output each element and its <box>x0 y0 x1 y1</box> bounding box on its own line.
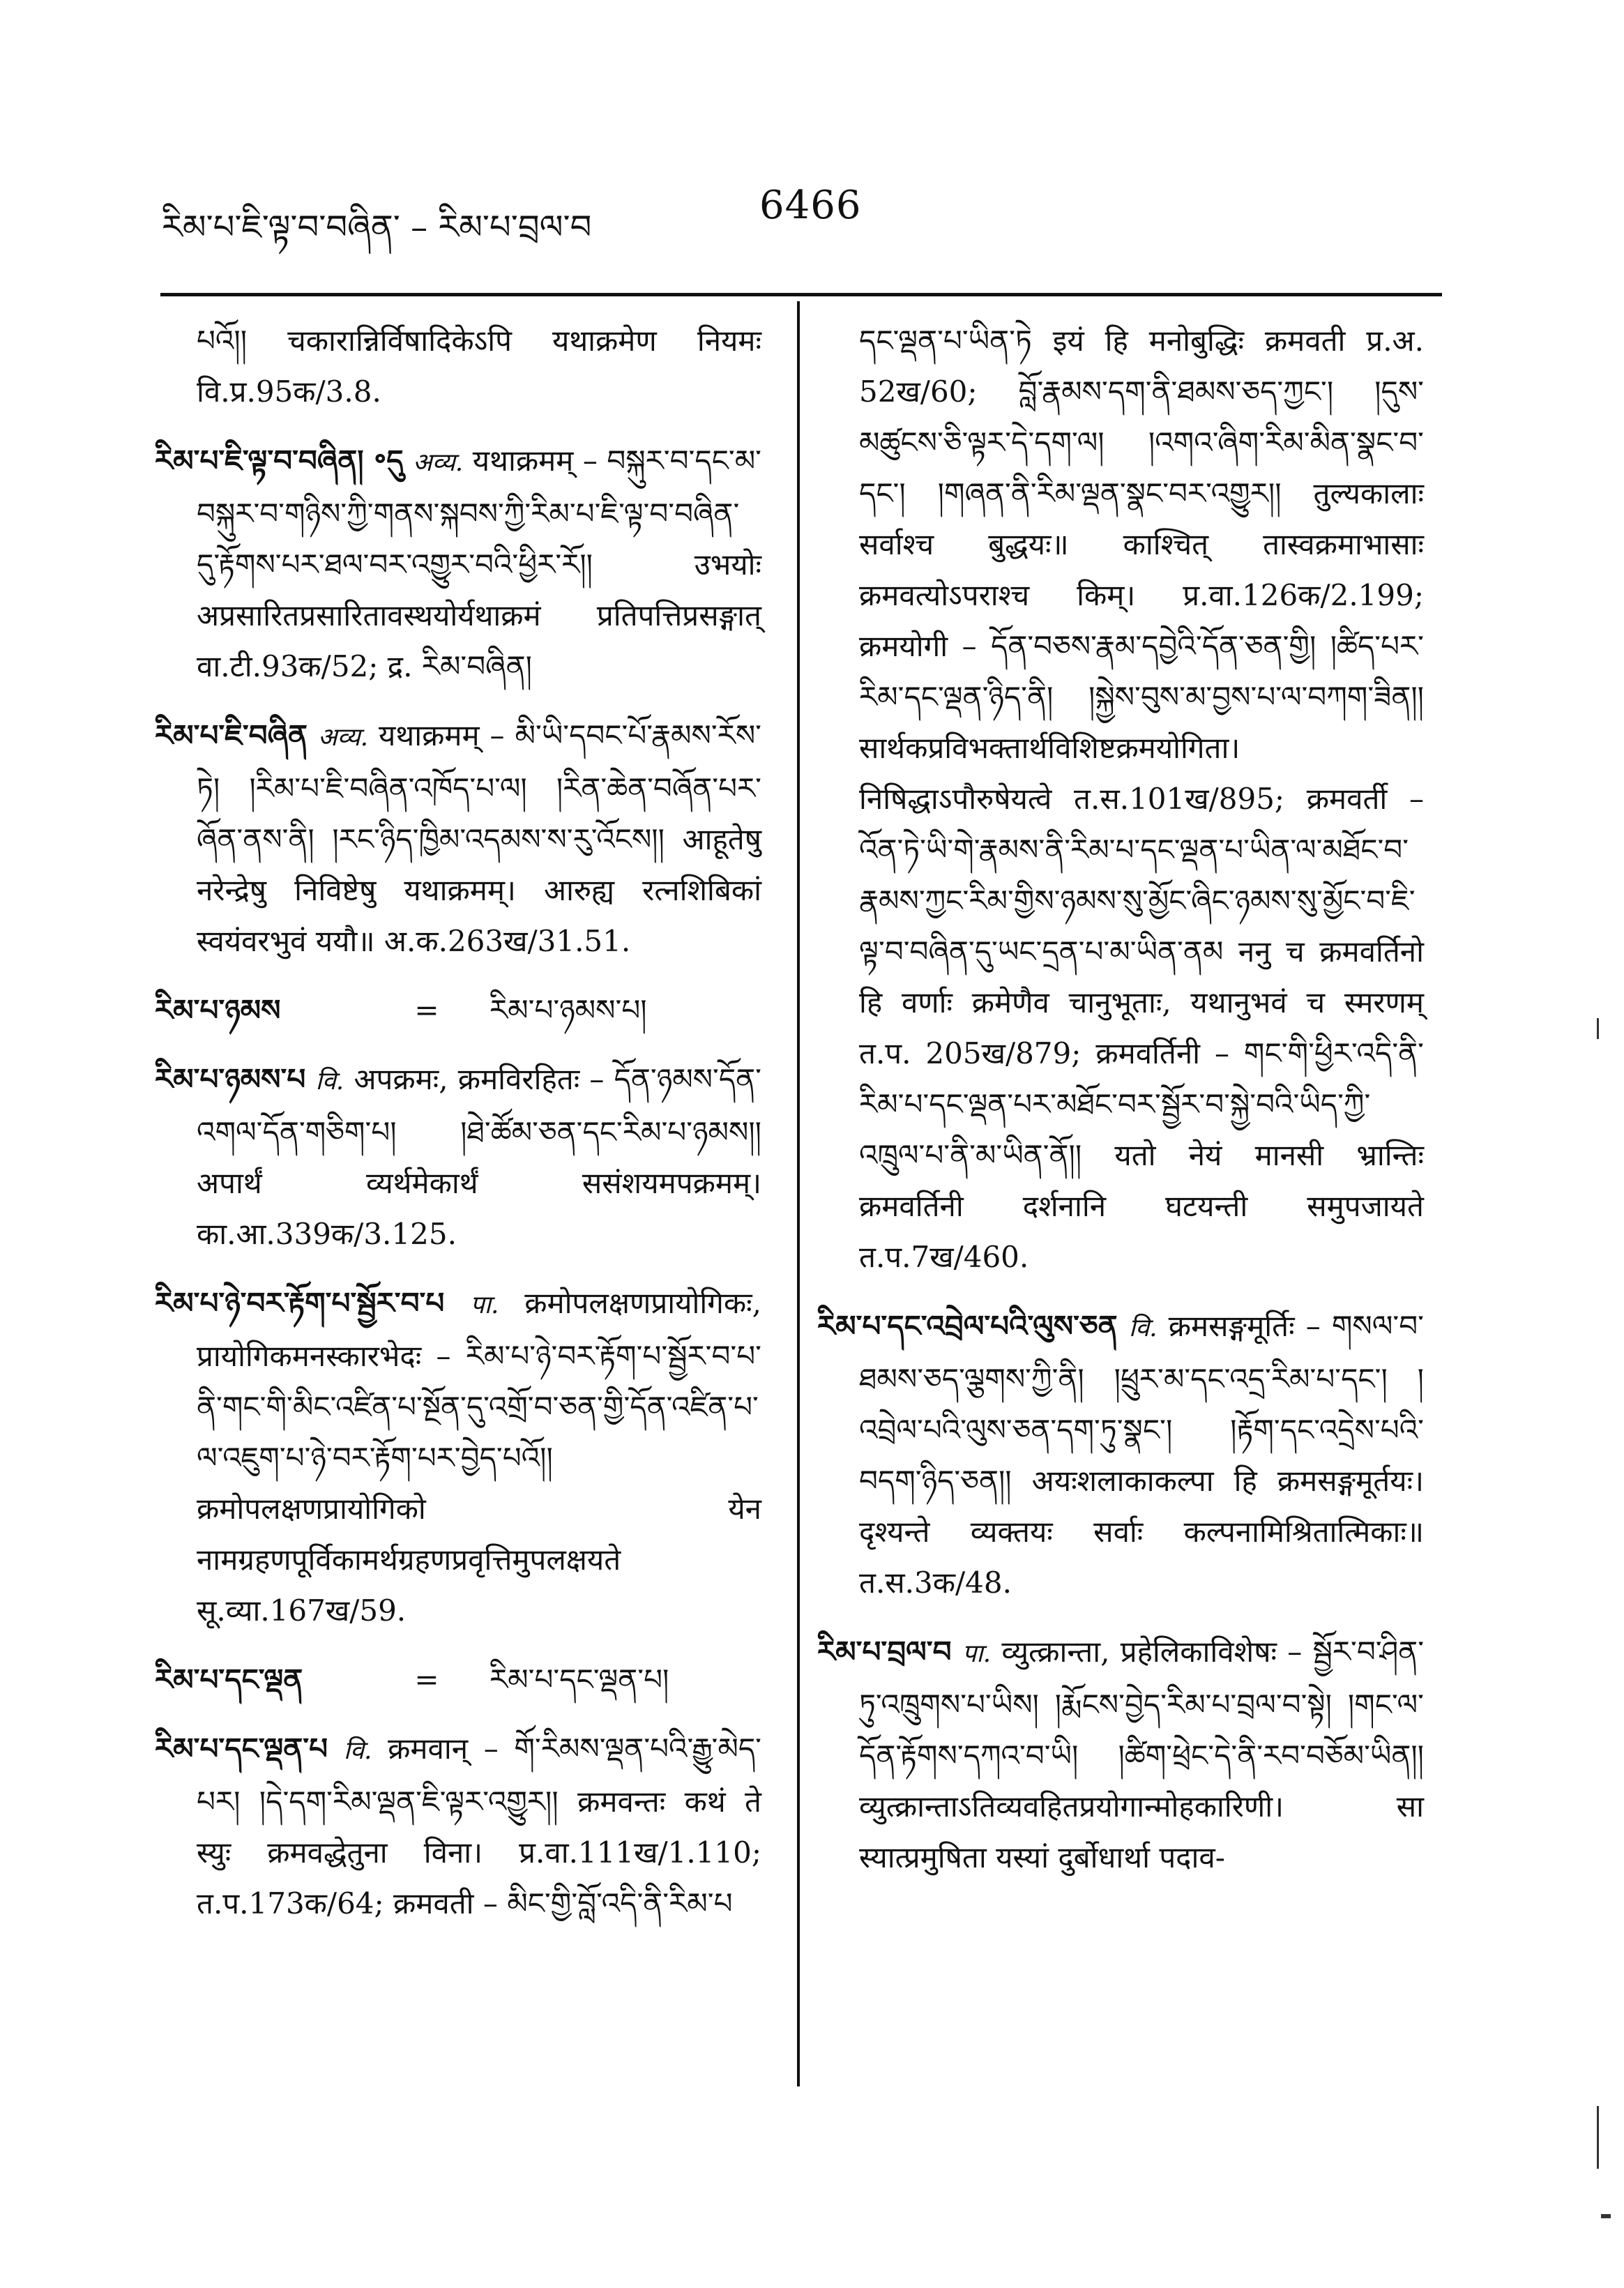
running-title: རིམ་པ་ཇི་ལྟ་བ་བཞིན་ – རིམ་པ་བྲལ་བ <box>162 208 592 247</box>
entry-continuation <box>817 315 1424 1282</box>
dictionary-entry <box>155 1278 761 1636</box>
headword: རིམ་པ་བྲལ་བ <box>817 1635 952 1669</box>
cross-reference-entry <box>155 985 761 1036</box>
entry-body: अपक्रमः, क्रमविरहितः – དོན་ཉམས་དོན་འགལ་དོན་གཅིག་པ། །ཐེ་ཚོམ་ཅན་དང་རིམ་པ་ཉམས།། अपार्थं व्यर्थमेकार्थं ससंशयमपक्रमम्। का.आ.339क/3.125. <box>197 1062 762 1251</box>
right-column <box>817 315 1424 1901</box>
xref-target: རིམ་པ་ཉམས་པ། <box>490 993 647 1027</box>
headword: རིམ་པ་དང་ལྡན <box>155 1662 303 1697</box>
margin-mark <box>1597 2106 1606 2169</box>
entry-body: क्रमवान् – གོ་རིམས་ལྡན་པའི་རྒྱུ་མེད་པར། །དེ་དག་རིམ་ལྡན་ཇི་ལྟར་འགྱུར།། क्रमवन्तः कथं ते स्युः क्रमवद्धेतुना विना। प्र.वा.111ख/1.110; त.प.173क/64; क्रमवती – མིང་གྱི་བློ་འདི་ནི་རིམ་པ <box>197 1732 761 1920</box>
headword: རིམ་པ་ཉམས <box>155 993 281 1027</box>
headword: རིམ་པ་དང་འབྲེལ་པའི་ལུས་ཅན <box>817 1309 1118 1343</box>
dictionary-entry <box>817 1301 1424 1608</box>
equals-sign: = <box>414 993 439 1027</box>
headword: རིམ་པ་ཇི་བཞིན <box>155 718 308 752</box>
entry-text: པའོ།། चकारान्निर्विषादिकेऽपि यथाक्रमेण नियमः वि.प्र.95क/3.8. <box>197 324 761 409</box>
entry-body: क्रमोपलक्षणप्रायोगिकः, प्रायोगिकमनस्कारभेदः – རིམ་པ་ཉེ་བར་རྟོག་པ་སྦྱོར་བ་པ་ནི་གང་གི་མིང་འཛིན་པ་སྔོན་དུ་འགྲོ་བ་ཅན་གྱི་དོན་འཛིན་པ་ལ་འཇུག་པ་ཉེ་བར་རྟོག་པར་བྱེད་པའོ།། क्रमोपलक्षणप्रायोगिको येन नामग्रहणपूर्विकामर्थग्रहणप्रवृत्तिमुपलक्षयते सू.व्या.167ख/59. <box>197 1286 761 1628</box>
running-header <box>162 183 1441 247</box>
headword: རིམ་པ་ཇི་ལྟ་བ་བཞིན། ॰དུ <box>155 444 404 478</box>
margin-mark <box>1597 1018 1606 1039</box>
headword: རིམ་པ་དང་ལྡན་པ <box>155 1732 328 1766</box>
equals-sign: = <box>414 1662 439 1697</box>
grammar-label: वि. <box>315 1067 344 1096</box>
headword: རིམ་པ་ཉེ་བར་རྟོག་པ་སྦྱོར་བ་པ <box>155 1286 445 1320</box>
dictionary-entry <box>155 1723 761 1929</box>
entry-body: यथाक्रमम् – བསྐུར་བ་དང་མ་བསྐུར་བ་གཉིས་ཀྱི་གནས་སྐབས་ཀྱི་རིམ་པ་ཇི་ལྟ་བ་བཞིན་དུ་རྟོགས་པར་ཐལ་བར་འགྱུར་བའི་ཕྱིར་རོ།། उभयोः अप्रसारितप्रसारितावस्थयोर्यथाक्रमं प्रतिपत्तिप्रसङ्गात् वा.टी.93क/52; द्र. རིམ་བཞིན། <box>197 444 761 683</box>
entry-continuation <box>155 315 761 417</box>
entry-body: व्युत्क्रान्ता, प्रहेलिकाविशेषः – སྦྱོར་བ་ཤིན་ཏུ་འཁྲུགས་པ་ཡིས། །རྨོངས་བྱེད་རིམ་པ་བྲལ་བ་སྟེ། །གང་ལ་དོན་རྟོགས་དཀའ་བ་ཡི། །ཚིག་ཕྲེང་དེ་ནི་རབ་བཅོམ་ཡིན།། व्युत्क्रान्ताऽतिव्यवहितप्रयोगान्मोहकारिणी। सा स्यात्प्रमुषिता यस्यां दुर्बोधार्था पदाव- <box>859 1635 1425 1874</box>
header-rule <box>160 293 1442 296</box>
xref-target: རིམ་པ་དང་ལྡན་པ། <box>490 1662 669 1697</box>
grammar-label: वि. <box>1128 1314 1158 1342</box>
grammar-label: पा. <box>470 1291 499 1319</box>
grammar-label: अव्य. <box>317 723 369 752</box>
grammar-label: वि. <box>343 1736 372 1765</box>
margin-mark <box>1601 2214 1611 2218</box>
dictionary-entry <box>155 435 761 692</box>
cross-reference-entry <box>155 1654 761 1705</box>
dictionary-entry <box>155 1054 761 1259</box>
dictionary-entry <box>817 1626 1424 1883</box>
left-column <box>155 315 761 1947</box>
column-divider <box>797 301 800 2086</box>
grammar-label: अव्य. <box>413 448 464 477</box>
entry-body: यथाक्रमम् – མི་ཡི་དབང་པོ་རྣམས་རོས་ཏེ། །རིམ་པ་ཇི་བཞིན་འཁོད་པ་ལ། །རིན་ཆེན་བཞོན་པར་ཞོན་ནས་ནི། །རང་ཉིད་ཁྱིམ་འདམས་ས་རུ་འོངས།། आहूतेषु नरेन्द्रेषु निविष्टेषु यथाक्रमम्। आरुह्य रत्नशिबिकां स्वयंवरभुवं ययौ॥ अ.क.263ख/31.51. <box>197 718 762 958</box>
headword: རིམ་པ་ཉམས་པ <box>155 1062 306 1096</box>
dictionary-entry <box>155 710 761 967</box>
page-number: 6466 <box>759 183 862 228</box>
entry-text: དང་ལྡན་པ་ཡིན་ཏེ इयं हि मनोबुद्धिः क्रमवती प्र.अ. 52ख/60; བློ་རྣམས་དག་ནི་ཐམས་ཅད་ཀྱང་། །དུས་མཚུངས་ཅི་ལྟར་དེ་དག་ལ། །འགའ་ཞིག་རིམ་མིན་སྣང་བ་དང་། །གཞན་ནི་རིམ་ལྡན་སྣང་བར་འགྱུར།། तुल्यकालाः सर्वाश्च बुद्धयः॥ काश्चित् तास्वक्रमाभासाः क्रमवत्योऽपराश्च किम्। प्र.वा.126क/2.199; क्रमयोगी – དོན་བཅས་རྣམ་དབྱེའི་དོན་ཅན་གྱི། །ཚིད་པར་རིམ་དང་ལྡན་ཉིད་ནི། །སྐྱེས་བུས་མ་བྱས་པ་ལ་བཀག་ཟིན།། सार्थकप्रविभक्तार्थविशिष्टक्रमयोगिता। निषिद्धाऽपौरुषेयत्वे त.स.101ख/895; क्रमवर्ती – འོན་ཏེ་ཡི་གེ་རྣམས་ནི་རིམ་པ་དང་ལྡན་པ་ཡིན་ལ་མཐོང་བ་རྣམས་ཀྱང་རིམ་གྱིས་ཉམས་སུ་མྱོང་ཞིང་ཉམས་སུ་མྱོང་བ་ཇི་ལྟ་བ་བཞིན་དུ་ཡང་དྲན་པ་མ་ཡིན་ནམ ननु च क्रमवर्तिनो हि वर्णाः क्रमेणैव चानुभूताः, यथानुभवं च स्मरणम् त.प. 205ख/879; क्रमवर्तिनी – གང་གི་ཕྱིར་འདི་ནི་རིམ་པ་དང་ལྡན་པར་མཐོང་བར་སྦྱོར་བ་སྐྱེ་བའི་ཡིད་ཀྱི་འཁྲུལ་པ་ནི་མ་ཡིན་ནོ།། यतो नेयं मानसी भ्रान्तिः क्रमवर्तिनी दर्शनानि घटयन्ती समुपजायते त.प.7ख/460. <box>859 324 1424 1274</box>
grammar-label: पा. <box>962 1639 992 1668</box>
entry-body: क्रमसङ्गमूर्तिः – གསལ་བ་ཐམས་ཅད་ལྕགས་ཀྱི་ནི། །ཕྲུར་མ་དང་འདྲ་རིམ་པ་དང་། །འབྲེལ་པའི་ལུས་ཅན་དག་ཏུ་སྣང་། །རྟོག་དང་འདྲེས་པའི་བདག་ཉིད་ཅན།། अयःशलाकाकल्पा हि क्रमसङ्गमूर्तयः। दृश्यन्ते व्यक्तयः सर्वाः कल्पनामिश्रितात्मिकाः॥ त.स.3क/48. <box>859 1309 1424 1600</box>
